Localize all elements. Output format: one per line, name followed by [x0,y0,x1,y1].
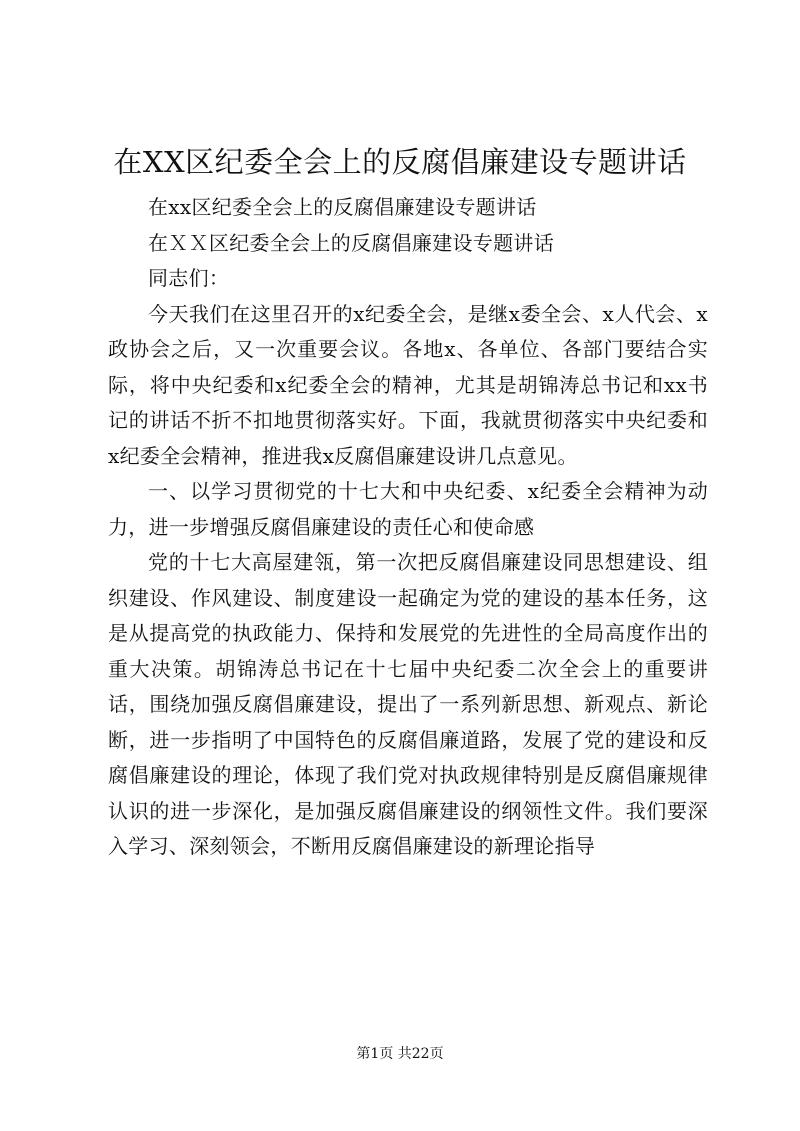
document-body [108,190,708,865]
paragraph-subtitle-2: 在ＸＸ区纪委全会上的反腐倡廉建设专题讲话 [148,230,554,255]
paragraph-section-heading-1: 一、以学习贯彻党的十七大和中央纪委、x纪委全会精神为动力，进一步增强反腐倡廉建设的责任心和使命感 [108,479,708,539]
paragraph-opening: 今天我们在这里召开的x纪委全会，是继x委全会、x人代会、x政协会之后，又一次重要会议。各地x、各单位、各部门要结合实际，将中央纪委和x纪委全会的精神，尤其是胡锦涛总书记和xx书记的讲话不折不扣地贯彻落实好。下面，我就贯彻落实中央纪委和x纪委全会精神，推进我x反腐倡廉建设讲几点意见。 [108,301,708,468]
paragraph-section-body-1: 党的十七大高屋建瓴，第一次把反腐倡廉建设同思想建设、组织建设、作风建设、制度建设一起确定为党的建设的基本任务，这是从提高党的执政能力、保持和发展党的先进性的全局高度作出的重大决策。胡锦涛总书记在十七届中央纪委二次全会上的重要讲话，围绕加强反腐倡廉建设，提出了一系列新思想、新观点、新论断，进一步指明了中国特色的反腐倡廉道路，发展了党的建设和反腐倡廉建设的理论，体现了我们党对执政规律特别是反腐倡廉规律认识的进一步深化，是加强反腐倡廉建设的纲领性文件。我们要深入学习、深刻领会，不断用反腐倡廉建设的新理论指导 [108,550,708,858]
paragraph-subtitle-1: 在xx区纪委全会上的反腐倡廉建设专题讲话 [148,195,537,219]
paragraph-salutation: 同志们： [148,266,230,290]
document-title: 在XX区纪委全会上的反腐倡廉建设专题讲话 [113,145,687,179]
page-number-footer: 第1页 共22页 [356,1046,444,1062]
